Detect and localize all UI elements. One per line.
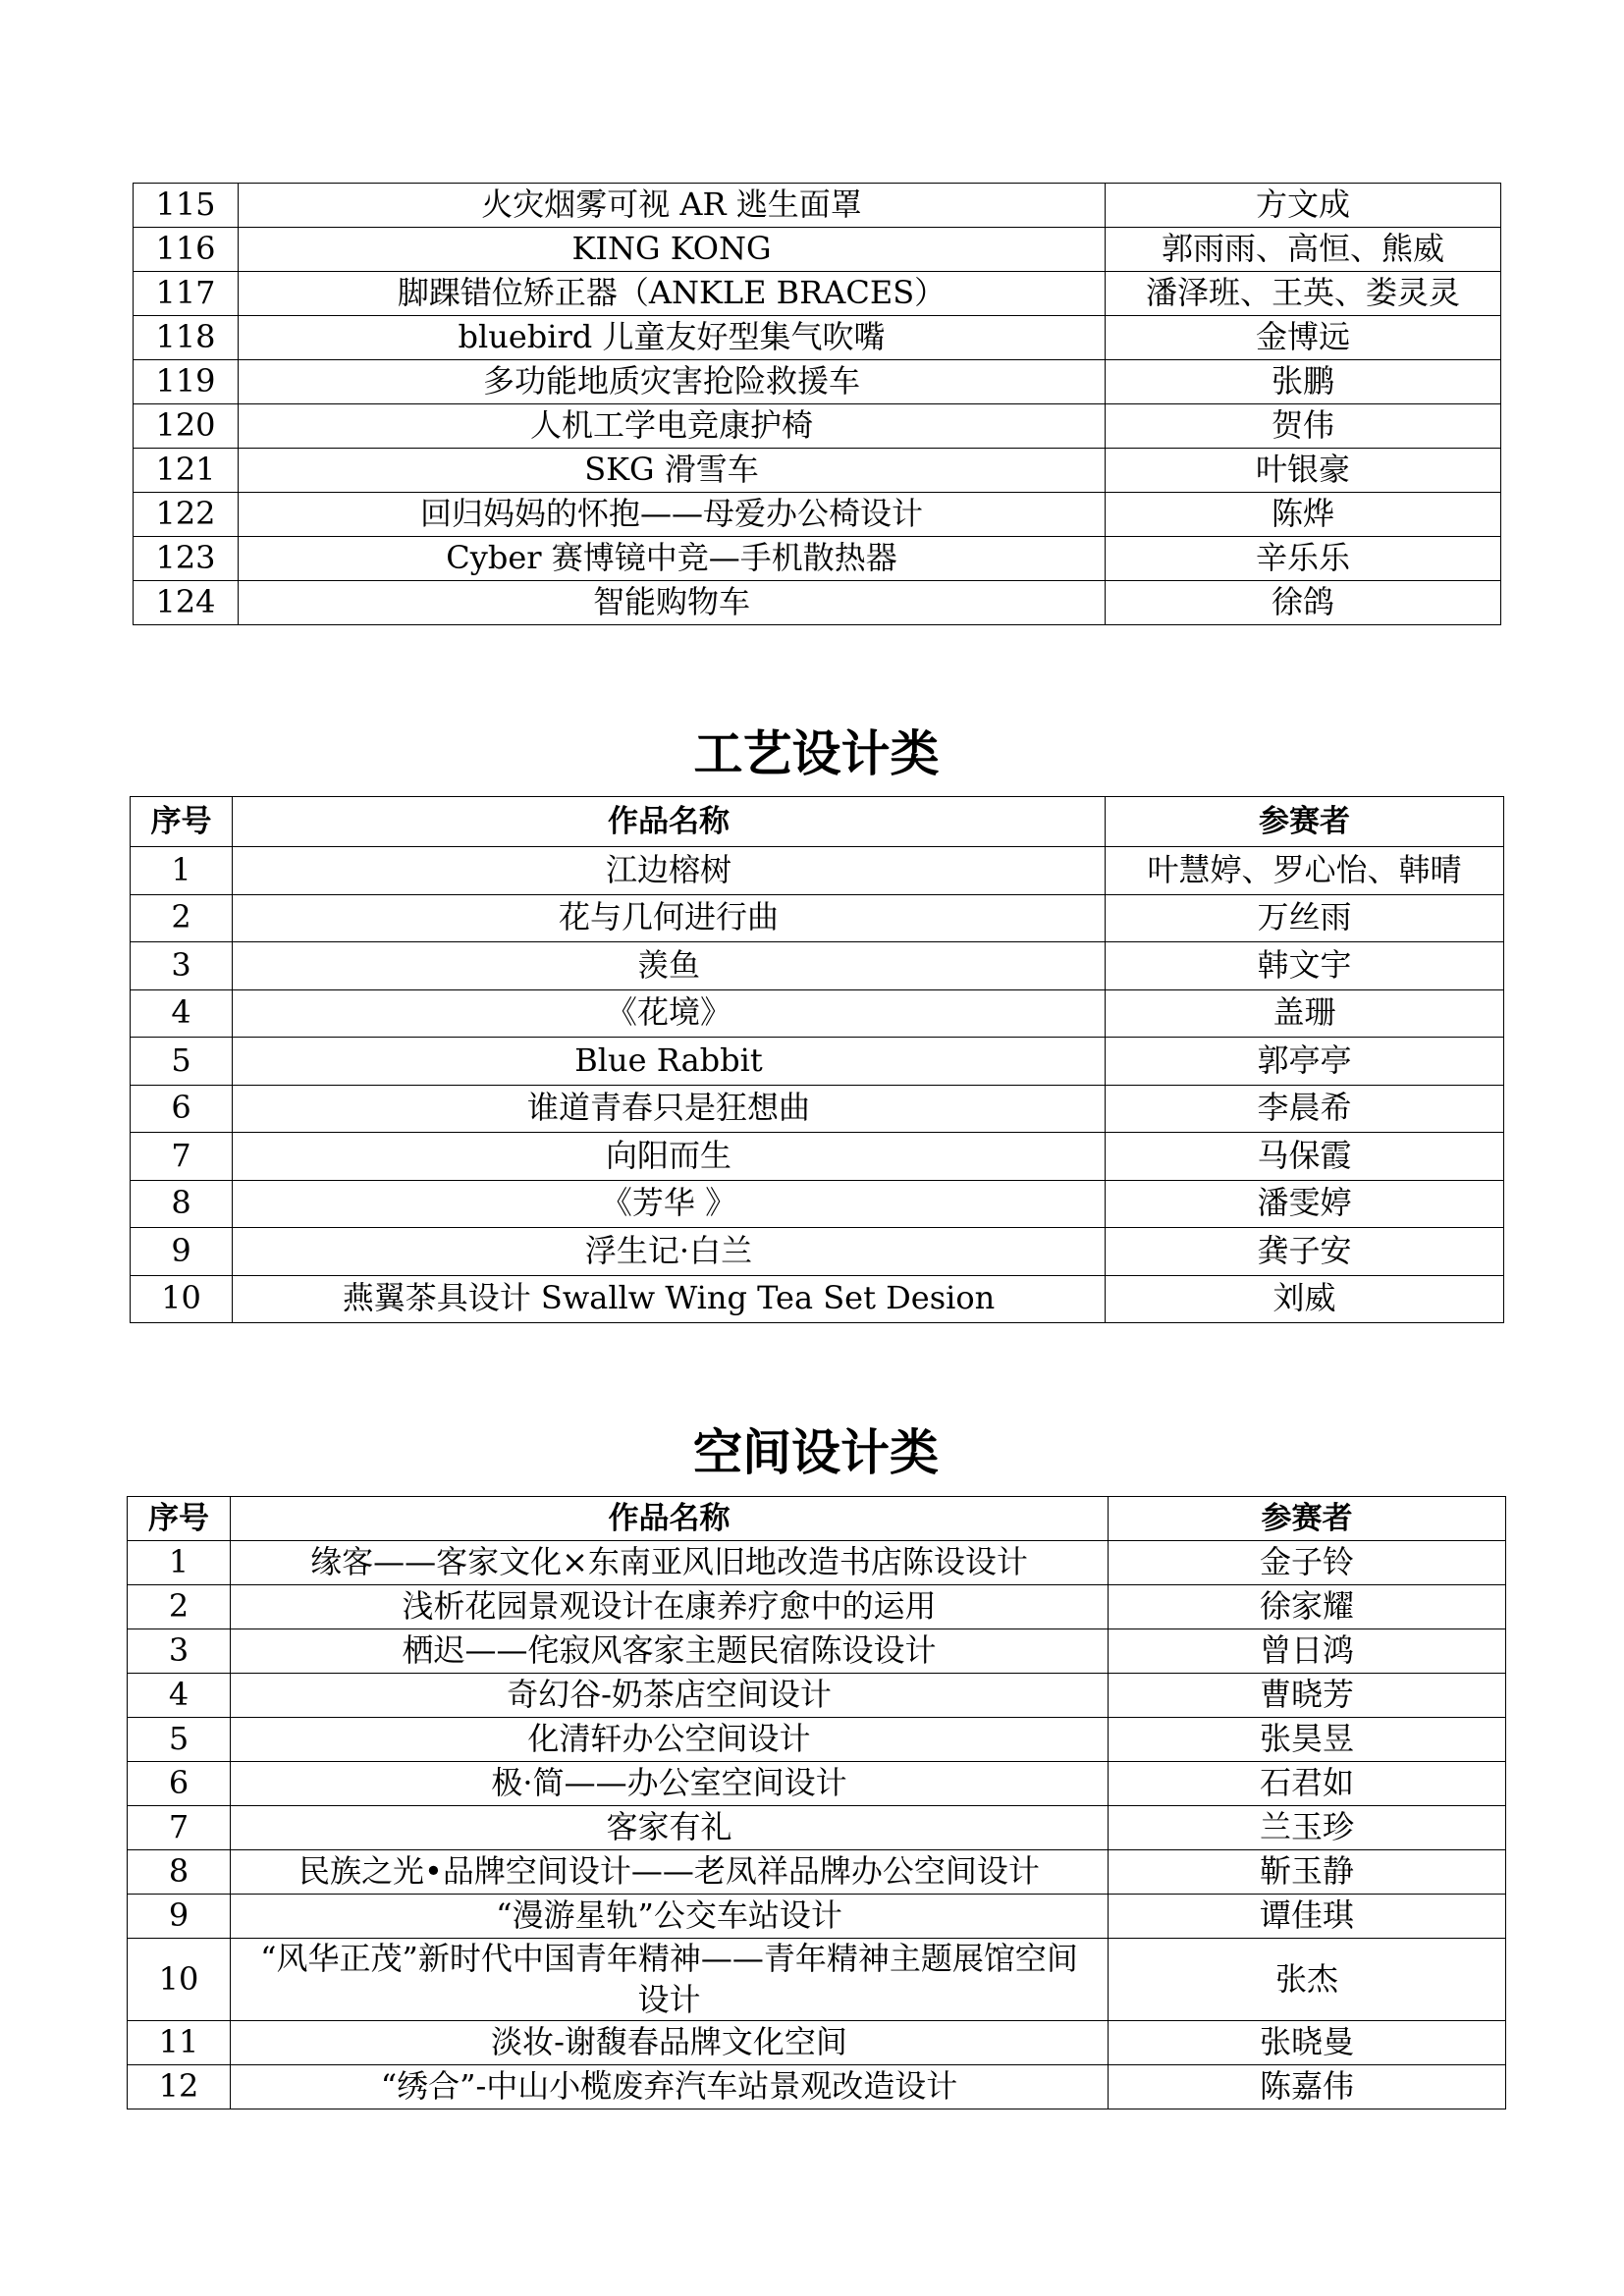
table-row bbox=[128, 1674, 1506, 1718]
work-title-cell: 人机工学电竞康护椅 bbox=[239, 404, 1106, 449]
row-number-cell: 1 bbox=[131, 847, 233, 895]
table-row bbox=[134, 581, 1501, 625]
table-row bbox=[131, 942, 1504, 990]
table-row bbox=[134, 360, 1501, 404]
work-title-cell: 浅析花园景观设计在康养疗愈中的运用 bbox=[231, 1585, 1109, 1629]
row-number-cell: 8 bbox=[131, 1180, 233, 1228]
work-title-cell: 民族之光•品牌空间设计——老凤祥品牌办公空间设计 bbox=[231, 1850, 1109, 1895]
row-number-cell: 122 bbox=[134, 493, 239, 537]
participants-cell: 郭亭亭 bbox=[1106, 1038, 1504, 1086]
table-row bbox=[128, 1541, 1506, 1585]
participants-cell: 万丝雨 bbox=[1106, 894, 1504, 942]
continued-works-table bbox=[133, 183, 1501, 625]
row-number-cell: 11 bbox=[128, 2021, 231, 2065]
work-title-cell: 燕翼茶具设计 Swallw Wing Tea Set Desion bbox=[233, 1275, 1106, 1323]
participants-cell: 方文成 bbox=[1106, 184, 1501, 228]
work-title-cell: 羡鱼 bbox=[233, 942, 1106, 990]
work-title-cell: 极·简——办公室空间设计 bbox=[231, 1762, 1109, 1806]
table-row bbox=[134, 316, 1501, 360]
participants-cell: 潘雯婷 bbox=[1106, 1180, 1504, 1228]
row-number-cell: 118 bbox=[134, 316, 239, 360]
work-title-cell: 多功能地质灾害抢险救援车 bbox=[239, 360, 1106, 404]
table-row bbox=[134, 537, 1501, 581]
row-number-cell: 10 bbox=[131, 1275, 233, 1323]
row-number-cell: 7 bbox=[128, 1806, 231, 1850]
column-header-participants: 参赛者 bbox=[1109, 1497, 1506, 1541]
table-row bbox=[134, 404, 1501, 449]
table-row bbox=[134, 493, 1501, 537]
work-title-cell: 奇幻谷-奶茶店空间设计 bbox=[231, 1674, 1109, 1718]
row-number-cell: 5 bbox=[128, 1718, 231, 1762]
work-title-cell: 《芳华 》 bbox=[233, 1180, 1106, 1228]
work-title-cell: 客家有礼 bbox=[231, 1806, 1109, 1850]
continued-table-body bbox=[134, 184, 1501, 625]
row-number-cell: 121 bbox=[134, 449, 239, 493]
participants-cell: 韩文宇 bbox=[1106, 942, 1504, 990]
table-row bbox=[131, 1275, 1504, 1323]
row-number-cell: 124 bbox=[134, 581, 239, 625]
table-row bbox=[134, 449, 1501, 493]
participants-cell: 李晨希 bbox=[1106, 1085, 1504, 1133]
work-title-cell: 脚踝错位矫正器（ANKLE BRACES） bbox=[239, 272, 1106, 316]
work-title-cell: 化清轩办公空间设计 bbox=[231, 1718, 1109, 1762]
craft-works-table bbox=[130, 796, 1504, 1323]
table-row bbox=[128, 2021, 1506, 2065]
work-title-cell: 栖迟——侘寂风客家主题民宿陈设设计 bbox=[231, 1629, 1109, 1674]
column-header-title: 作品名称 bbox=[231, 1497, 1109, 1541]
table-row bbox=[131, 1133, 1504, 1181]
work-title-cell: 谁道青春只是狂想曲 bbox=[233, 1085, 1106, 1133]
table-row bbox=[134, 272, 1501, 316]
column-header-number: 序号 bbox=[131, 797, 233, 847]
table-row bbox=[131, 1228, 1504, 1276]
work-title-cell: Blue Rabbit bbox=[233, 1038, 1106, 1086]
row-number-cell: 9 bbox=[128, 1895, 231, 1939]
row-number-cell: 120 bbox=[134, 404, 239, 449]
table-row bbox=[128, 1939, 1506, 2021]
row-number-cell: 115 bbox=[134, 184, 239, 228]
table-row bbox=[128, 1629, 1506, 1674]
table-row bbox=[131, 847, 1504, 895]
work-title-cell: Cyber 赛博镜中竞—手机散热器 bbox=[239, 537, 1106, 581]
work-title-cell: SKG 滑雪车 bbox=[239, 449, 1106, 493]
table-row bbox=[134, 228, 1501, 272]
row-number-cell: 123 bbox=[134, 537, 239, 581]
table-row bbox=[131, 989, 1504, 1038]
participants-cell: 辛乐乐 bbox=[1106, 537, 1501, 581]
row-number-cell: 9 bbox=[131, 1228, 233, 1276]
row-number-cell: 2 bbox=[128, 1585, 231, 1629]
participants-cell: 陈烨 bbox=[1106, 493, 1501, 537]
work-title-cell: KING KONG bbox=[239, 228, 1106, 272]
row-number-cell: 7 bbox=[131, 1133, 233, 1181]
participants-cell: 潘泽班、王英、娄灵灵 bbox=[1106, 272, 1501, 316]
participants-cell: 陈嘉伟 bbox=[1109, 2065, 1506, 2109]
participants-cell: 曹晓芳 bbox=[1109, 1674, 1506, 1718]
participants-cell: 郭雨雨、高恒、熊威 bbox=[1106, 228, 1501, 272]
work-title-cell: “漫游星轨”公交车站设计 bbox=[231, 1895, 1109, 1939]
space-table-header bbox=[128, 1497, 1506, 1541]
work-title-cell: 《花境》 bbox=[233, 989, 1106, 1038]
participants-cell: 龚子安 bbox=[1106, 1228, 1504, 1276]
table-row bbox=[131, 1038, 1504, 1086]
table-row bbox=[128, 2065, 1506, 2109]
table-row bbox=[128, 1585, 1506, 1629]
row-number-cell: 8 bbox=[128, 1850, 231, 1895]
row-number-cell: 117 bbox=[134, 272, 239, 316]
participants-cell: 金子铃 bbox=[1109, 1541, 1506, 1585]
work-title-cell: 江边榕树 bbox=[233, 847, 1106, 895]
column-header-title: 作品名称 bbox=[233, 797, 1106, 847]
row-number-cell: 4 bbox=[128, 1674, 231, 1718]
craft-table-header bbox=[131, 797, 1504, 847]
participants-cell: 张鹏 bbox=[1106, 360, 1501, 404]
participants-cell: 刘威 bbox=[1106, 1275, 1504, 1323]
row-number-cell: 3 bbox=[131, 942, 233, 990]
row-number-cell: 1 bbox=[128, 1541, 231, 1585]
work-title-cell: 缘客——客家文化×东南亚风旧地改造书店陈设设计 bbox=[231, 1541, 1109, 1585]
participants-cell: 马保霞 bbox=[1106, 1133, 1504, 1181]
participants-cell: 曾日鸿 bbox=[1109, 1629, 1506, 1674]
table-row bbox=[131, 1180, 1504, 1228]
section-heading-craft: 工艺设计类 bbox=[693, 725, 940, 782]
work-title-cell: bluebird 儿童友好型集气吹嘴 bbox=[239, 316, 1106, 360]
participants-cell: 张晓曼 bbox=[1109, 2021, 1506, 2065]
row-number-cell: 10 bbox=[128, 1939, 231, 2021]
header-row bbox=[128, 1497, 1506, 1541]
space-works-table bbox=[127, 1496, 1506, 2109]
table-row bbox=[131, 1085, 1504, 1133]
row-number-cell: 12 bbox=[128, 2065, 231, 2109]
column-header-participants: 参赛者 bbox=[1106, 797, 1504, 847]
work-title-cell: 淡妆-谢馥春品牌文化空间 bbox=[231, 2021, 1109, 2065]
row-number-cell: 3 bbox=[128, 1629, 231, 1674]
section-heading-space: 空间设计类 bbox=[693, 1424, 939, 1481]
table-row bbox=[128, 1718, 1506, 1762]
column-header-number: 序号 bbox=[128, 1497, 231, 1541]
participants-cell: 石君如 bbox=[1109, 1762, 1506, 1806]
table-row bbox=[128, 1850, 1506, 1895]
participants-cell: 盖珊 bbox=[1106, 989, 1504, 1038]
row-number-cell: 4 bbox=[131, 989, 233, 1038]
participants-cell: 靳玉静 bbox=[1109, 1850, 1506, 1895]
row-number-cell: 116 bbox=[134, 228, 239, 272]
table-row bbox=[134, 184, 1501, 228]
work-title-cell: 浮生记·白兰 bbox=[233, 1228, 1106, 1276]
participants-cell: 叶慧婷、罗心怡、韩晴 bbox=[1106, 847, 1504, 895]
row-number-cell: 6 bbox=[131, 1085, 233, 1133]
work-title-cell: “绣合”-中山小榄废弃汽车站景观改造设计 bbox=[231, 2065, 1109, 2109]
participants-cell: 兰玉珍 bbox=[1109, 1806, 1506, 1850]
participants-cell: 张杰 bbox=[1109, 1939, 1506, 2021]
craft-table-body bbox=[131, 847, 1504, 1323]
participants-cell: 谭佳琪 bbox=[1109, 1895, 1506, 1939]
table-row bbox=[131, 894, 1504, 942]
work-title-cell: 回归妈妈的怀抱——母爱办公椅设计 bbox=[239, 493, 1106, 537]
participants-cell: 徐鸽 bbox=[1106, 581, 1501, 625]
table-row bbox=[128, 1806, 1506, 1850]
header-row bbox=[131, 797, 1504, 847]
participants-cell: 徐家耀 bbox=[1109, 1585, 1506, 1629]
work-title-cell: 向阳而生 bbox=[233, 1133, 1106, 1181]
work-title-cell: 火灾烟雾可视 AR 逃生面罩 bbox=[239, 184, 1106, 228]
participants-cell: 金博远 bbox=[1106, 316, 1501, 360]
participants-cell: 贺伟 bbox=[1106, 404, 1501, 449]
row-number-cell: 2 bbox=[131, 894, 233, 942]
row-number-cell: 5 bbox=[131, 1038, 233, 1086]
participants-cell: 张昊昱 bbox=[1109, 1718, 1506, 1762]
work-title-cell: 花与几何进行曲 bbox=[233, 894, 1106, 942]
work-title-cell: “风华正茂”新时代中国青年精神——青年精神主题展馆空间设计 bbox=[231, 1939, 1109, 2021]
row-number-cell: 119 bbox=[134, 360, 239, 404]
table-row bbox=[128, 1895, 1506, 1939]
table-row bbox=[128, 1762, 1506, 1806]
row-number-cell: 6 bbox=[128, 1762, 231, 1806]
participants-cell: 叶银豪 bbox=[1106, 449, 1501, 493]
work-title-cell: 智能购物车 bbox=[239, 581, 1106, 625]
space-table-body bbox=[128, 1541, 1506, 2109]
